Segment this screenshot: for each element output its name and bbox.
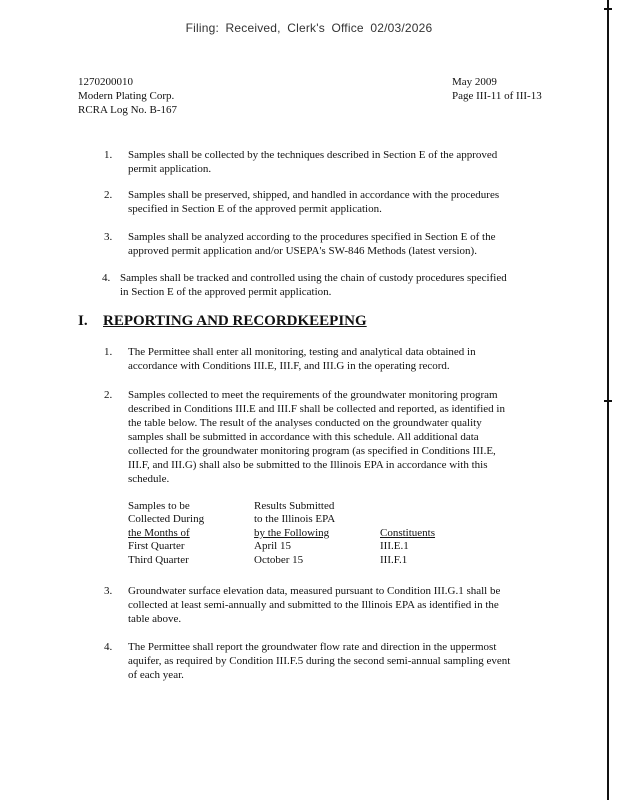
text-line: aquifer, as required by Condition III.F.5 during the second semi-annual sampling event xyxy=(128,655,511,667)
section-heading xyxy=(78,313,367,330)
table-header: by the Following xyxy=(254,526,330,539)
table-cell: October 15 xyxy=(254,553,304,566)
text-line: The Permittee shall report the groundwater flow rate and direction in the uppermost xyxy=(128,641,497,653)
text-line: specified in Section E of the approved permit application. xyxy=(128,203,382,215)
scan-edge-tick xyxy=(604,8,612,10)
sampling-item-number: 2. xyxy=(104,189,113,201)
section-title: REPORTING AND RECORDKEEPING xyxy=(103,313,367,329)
table-header: Samples to be xyxy=(128,500,190,512)
text-line: Samples shall be tracked and controlled using the chain of custody procedures specified xyxy=(120,272,507,284)
text-line: Samples shall be analyzed according to the procedures specified in Section E of the xyxy=(128,231,496,243)
reporting-item-number: 3. xyxy=(104,585,113,597)
text-line: table above. xyxy=(128,613,182,625)
facility-id: 1270200010 xyxy=(78,76,133,88)
table-header: Results Submitted xyxy=(254,500,335,512)
document-date: May 2009 xyxy=(452,76,497,88)
table-header: Collected During xyxy=(128,513,205,526)
reporting-item xyxy=(128,388,505,486)
sampling-item xyxy=(120,271,507,299)
text-line: schedule. xyxy=(128,473,170,485)
company-name: Modern Plating Corp. xyxy=(78,90,175,102)
text-line: Samples shall be preserved, shipped, and handled in accordance with the procedures xyxy=(128,189,500,201)
page-number: Page III-11 of III-13 xyxy=(452,90,542,102)
table-cell: First Quarter xyxy=(128,540,185,553)
text-line: of each year. xyxy=(128,669,184,681)
table-header: to the Illinois EPA xyxy=(254,513,336,526)
header-right xyxy=(452,75,542,103)
reporting-item-number: 4. xyxy=(104,641,113,653)
schedule-col-months xyxy=(128,500,204,567)
table-cell: Third Quarter xyxy=(128,553,189,566)
text-line: accordance with Conditions III.E, III.F, and III.G in the operating record. xyxy=(128,360,450,372)
text-line: III.F, and III.G) shall also be submitted to the Illinois EPA in accordance with this xyxy=(128,459,488,471)
schedule-col-due xyxy=(254,500,335,567)
reporting-item-number: 2. xyxy=(104,389,113,401)
text-line: approved permit application and/or USEPA's SW-846 Methods (latest version). xyxy=(128,245,477,257)
sampling-item-number: 3. xyxy=(104,231,113,243)
text-line: described in Conditions III.E and III.F shall be collected and reported, as identified in xyxy=(128,403,505,415)
text-line: permit application. xyxy=(128,163,212,175)
text-line: the table below. The result of the analyses conducted on the groundwater quality xyxy=(128,417,482,429)
reporting-item xyxy=(128,584,500,626)
sampling-item xyxy=(128,148,497,176)
section-letter: I. xyxy=(78,313,88,329)
table-header: Constituents xyxy=(380,526,436,539)
reporting-item xyxy=(128,345,476,373)
header-left xyxy=(78,75,177,117)
reporting-item-number: 1. xyxy=(104,346,113,358)
text-line: collected for the groundwater monitoring program (as specified in Conditions III.E, xyxy=(128,445,496,457)
log-number: RCRA Log No. B-167 xyxy=(78,104,178,116)
text-line: samples shall be submitted in accordance with this schedule. All additional data xyxy=(128,431,479,443)
reporting-item xyxy=(128,640,510,682)
table-cell: III.F.1 xyxy=(380,553,408,566)
sampling-item-number: 1. xyxy=(104,149,113,161)
text-line: collected at least semi-annually and submitted to the Illinois EPA as identified in the xyxy=(128,599,499,611)
table-cell: April 15 xyxy=(254,540,291,553)
table-cell: III.E.1 xyxy=(380,540,409,553)
text-line: in Section E of the approved permit application. xyxy=(120,286,332,298)
schedule-col-constituents xyxy=(380,527,435,567)
text-line: Groundwater surface elevation data, measured pursuant to Condition III.G.1 shall be xyxy=(128,585,501,597)
sampling-item-number: 4. xyxy=(102,272,111,284)
sampling-item xyxy=(128,188,499,216)
text-line: The Permittee shall enter all monitoring, testing and analytical data obtained in xyxy=(128,346,476,358)
text-line: Samples collected to meet the requirements of the groundwater monitoring program xyxy=(128,389,498,401)
scan-edge-tick xyxy=(604,400,612,402)
sampling-item xyxy=(128,230,495,258)
table-header: the Months of xyxy=(128,526,190,539)
filing-stamp: Filing: Received, Clerk's Office 02/03/2026 xyxy=(185,21,433,35)
text-line: Samples shall be collected by the techniques described in Section E of the approved xyxy=(128,149,498,161)
